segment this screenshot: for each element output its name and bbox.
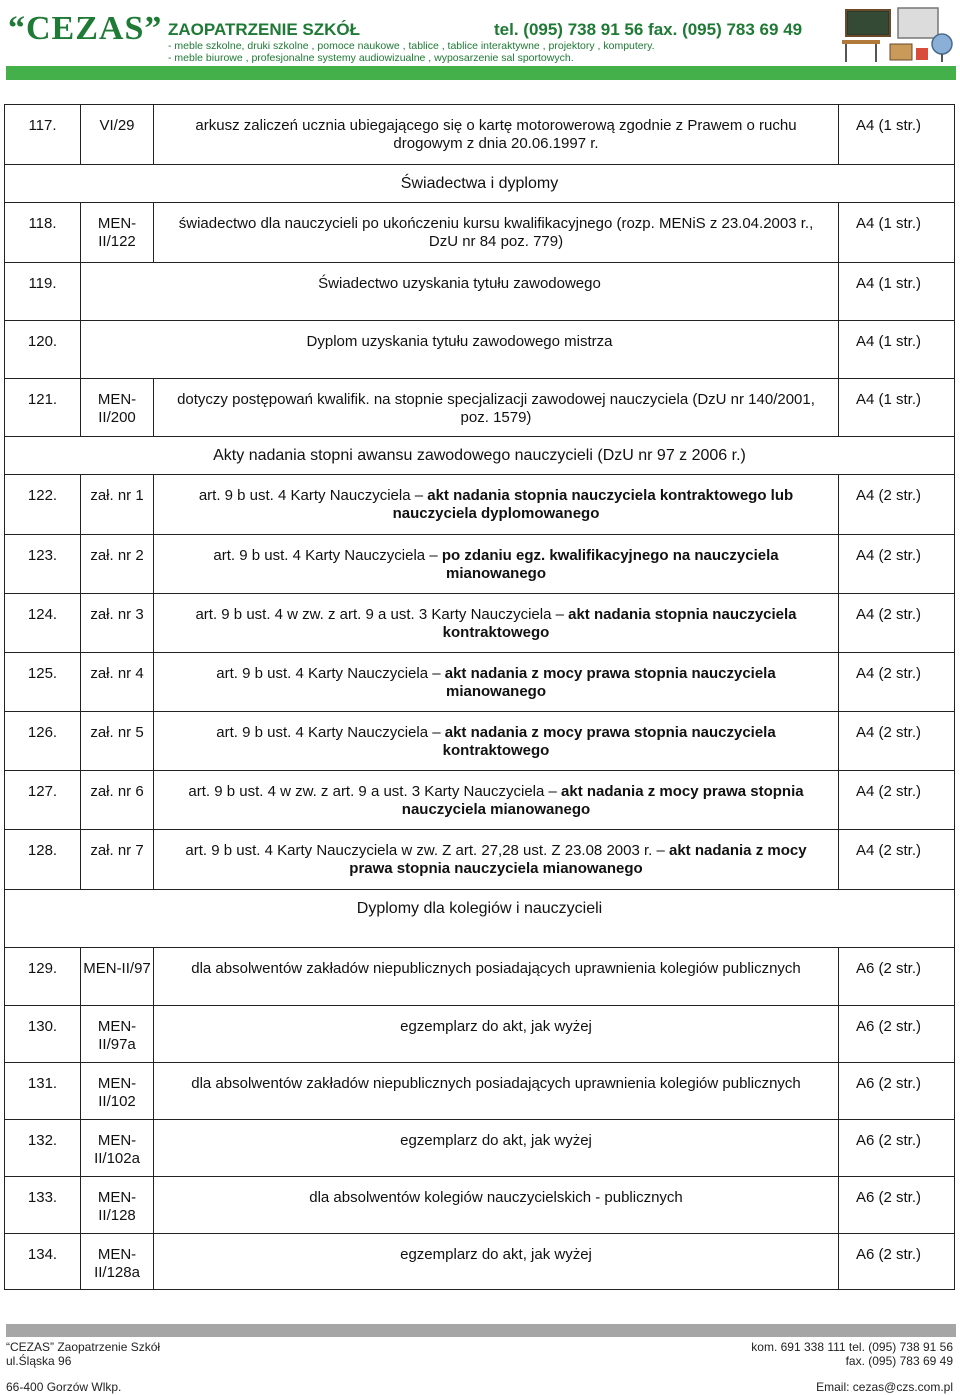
item-number: 126. [5, 712, 81, 771]
item-number: 134. [5, 1234, 81, 1290]
table-row [5, 263, 955, 321]
footer-company: “CEZAS” Zaopatrzenie Szkół [6, 1340, 161, 1354]
section-header-row [5, 165, 955, 203]
paper-format: A4 (2 str.) [839, 771, 955, 830]
paper-format: A6 (2 str.) [839, 1006, 955, 1063]
paper-format: A6 (2 str.) [839, 1063, 955, 1120]
document-title-text: akt nadania stopnia nauczyciela kontraktowego lub nauczyciela dyplomowanego [392, 487, 794, 522]
footer-street: ul.Śląska 96 [6, 1354, 72, 1368]
section-header-row [5, 437, 955, 475]
document-title-text: akt nadania z mocy prawa stopnia nauczyciela kontraktowego [442, 724, 776, 759]
table-row [5, 535, 955, 594]
paper-format: A6 (2 str.) [839, 1234, 955, 1290]
paper-format: A4 (2 str.) [839, 653, 955, 712]
form-code: MEN-II/200 [81, 379, 154, 437]
table-row [5, 379, 955, 437]
forms-table [4, 104, 955, 1290]
paper-format: A4 (1 str.) [839, 379, 955, 437]
company-logo: “CEZAS” [8, 10, 163, 47]
item-number: 119. [5, 263, 81, 321]
legal-basis-text: art. 9 b ust. 4 Karty Nauczyciela w zw. Z art. 27,28 ust. Z 23.08 2003 r. – [185, 842, 669, 859]
item-description: Świadectwo uzyskania tytułu zawodowego [81, 263, 839, 321]
form-code: MEN-II/122 [81, 203, 154, 263]
paper-format: A6 (2 str.) [839, 1120, 955, 1177]
paper-format: A6 (2 str.) [839, 1177, 955, 1234]
form-code: MEN-II/102 [81, 1063, 154, 1120]
table-row [5, 1234, 955, 1290]
form-code: zał. nr 2 [81, 535, 154, 594]
paper-format: A4 (2 str.) [839, 712, 955, 771]
form-code: zał. nr 3 [81, 594, 154, 653]
legal-basis-text: art. 9 b ust. 4 Karty Nauczyciela – [216, 724, 445, 741]
item-description [154, 771, 839, 830]
form-code: MEN-II/128 [81, 1177, 154, 1234]
item-number: 133. [5, 1177, 81, 1234]
item-number: 131. [5, 1063, 81, 1120]
item-description: Dyplom uzyskania tytułu zawodowego mistrza [81, 321, 839, 379]
school-furniture-icon [838, 4, 958, 64]
document-title-text: akt nadania stopnia nauczyciela kontraktowego [442, 606, 797, 641]
legal-basis-text: art. 9 b ust. 4 Karty Nauczyciela – [198, 487, 428, 504]
form-code: MEN-II/102a [81, 1120, 154, 1177]
table-row [5, 203, 955, 263]
item-number: 127. [5, 771, 81, 830]
table-row [5, 321, 955, 379]
section-title: Świadectwa i dyplomy [5, 165, 955, 203]
table-row [5, 830, 955, 890]
item-number: 132. [5, 1120, 81, 1177]
section-title: Dyplomy dla kolegiów i nauczycieli [5, 890, 955, 948]
form-code: zał. nr 6 [81, 771, 154, 830]
document-title-text: akt nadania z mocy prawa stopnia nauczyciela mianowanego [349, 842, 807, 877]
item-description: arkusz zaliczeń ucznia ubiegającego się o kartę motorowerową zgodnie z Prawem o ruchu drogowym z dnia 20.06.1997 r. [154, 105, 839, 165]
paper-format: A6 (2 str.) [839, 948, 955, 1006]
item-description [154, 594, 839, 653]
form-code: zał. nr 5 [81, 712, 154, 771]
paper-format: A4 (1 str.) [839, 321, 955, 379]
header-contact: tel. (095) 738 91 56 fax. (095) 783 69 49 [494, 20, 803, 39]
form-code: zał. nr 7 [81, 830, 154, 890]
item-number: 125. [5, 653, 81, 712]
item-number: 128. [5, 830, 81, 890]
document-title-text: po zdaniu egz. kwalifikacyjnego na nauczyciela mianowanego [441, 547, 779, 582]
legal-basis-text: art. 9 b ust. 4 w zw. z art. 9 a ust. 3 Karty Nauczyciela – [188, 783, 562, 800]
item-description: egzemplarz do akt, jak wyżej [154, 1120, 839, 1177]
item-number: 124. [5, 594, 81, 653]
paper-format: A4 (2 str.) [839, 830, 955, 890]
table-row [5, 475, 955, 535]
item-description: dla absolwentów zakładów niepublicznych posiadających uprawnienia kolegiów publicznych [154, 948, 839, 1006]
table-row [5, 1063, 955, 1120]
item-description: egzemplarz do akt, jak wyżej [154, 1006, 839, 1063]
form-code: MEN-II/97 [81, 948, 154, 1006]
table-row [5, 1120, 955, 1177]
paper-format: A4 (1 str.) [839, 263, 955, 321]
item-description [154, 535, 839, 594]
table-row [5, 594, 955, 653]
item-number: 122. [5, 475, 81, 535]
document-title-text: akt nadania z mocy prawa stopnia nauczyciela mianowanego [401, 783, 804, 818]
paper-format: A4 (1 str.) [839, 105, 955, 165]
form-code: zał. nr 4 [81, 653, 154, 712]
section-header-row [5, 890, 955, 948]
table-row [5, 1006, 955, 1063]
item-description: dla absolwentów kolegiów nauczycielskich - publicznych [154, 1177, 839, 1234]
footer-fax: fax. (095) 783 69 49 [845, 1354, 953, 1368]
table-row [5, 712, 955, 771]
form-code: MEN-II/97a [81, 1006, 154, 1063]
forms-table-body [5, 105, 955, 1290]
item-description: egzemplarz do akt, jak wyżej [154, 1234, 839, 1290]
item-number: 130. [5, 1006, 81, 1063]
paper-format: A4 (1 str.) [839, 203, 955, 263]
legal-basis-text: art. 9 b ust. 4 Karty Nauczyciela – [216, 665, 445, 682]
table-row [5, 653, 955, 712]
item-number: 120. [5, 321, 81, 379]
item-description [154, 830, 839, 890]
item-description [154, 653, 839, 712]
item-number: 123. [5, 535, 81, 594]
item-description [154, 712, 839, 771]
tagline-line-2: - meble biurowe , profesjonalne systemy audiowizualne , wyposarzenie sal sportowych. [168, 52, 574, 64]
footer-accent-bar [6, 1324, 956, 1337]
paper-format: A4 (2 str.) [839, 475, 955, 535]
paper-format: A4 (2 str.) [839, 535, 955, 594]
footer-email: Email: cezas@czs.com.pl [816, 1380, 953, 1394]
footer-phones: kom. 691 338 111 tel. (095) 738 91 56 [751, 1340, 953, 1354]
legal-basis-text: art. 9 b ust. 4 w zw. z art. 9 a ust. 3 Karty Nauczyciela – [195, 606, 569, 623]
item-number: 118. [5, 203, 81, 263]
form-code: zał. nr 1 [81, 475, 154, 535]
form-code: MEN-II/128a [81, 1234, 154, 1290]
item-number: 117. [5, 105, 81, 165]
form-code: VI/29 [81, 105, 154, 165]
company-name: ZAOPATRZENIE SZKÓŁ [168, 20, 361, 39]
table-row [5, 948, 955, 1006]
item-description: świadectwo dla nauczycieli po ukończeniu kursu kwalifikacyjnego (rozp. MENiS z 23.04.2003 r., DzU nr 84 poz. 779) [154, 203, 839, 263]
table-row [5, 105, 955, 165]
item-description: dotyczy postępowań kwalifik. na stopnie specjalizacji zawodowej nauczyciela (DzU nr 140/2001, poz. 1579) [154, 379, 839, 437]
item-description: dla absolwentów zakładów niepublicznych posiadających uprawnienia kolegiów publicznych [154, 1063, 839, 1120]
tagline-line-1: - meble szkolne, druki szkolne , pomoce naukowe , tablice , tablice interaktywne , projektory , komputery. [168, 40, 655, 52]
section-title: Akty nadania stopni awansu zawodowego nauczycieli (DzU nr 97 z 2006 r.) [5, 437, 955, 475]
footer-city: 66-400 Gorzów Wlkp. [6, 1380, 122, 1394]
header-accent-bar [6, 66, 956, 80]
document-title-text: akt nadania z mocy prawa stopnia nauczyciela mianowanego [444, 665, 776, 700]
table-row [5, 771, 955, 830]
legal-basis-text: art. 9 b ust. 4 Karty Nauczyciela – [213, 547, 442, 564]
page-header [0, 0, 960, 82]
table-row [5, 1177, 955, 1234]
item-description [154, 475, 839, 535]
item-number: 129. [5, 948, 81, 1006]
item-number: 121. [5, 379, 81, 437]
paper-format: A4 (2 str.) [839, 594, 955, 653]
